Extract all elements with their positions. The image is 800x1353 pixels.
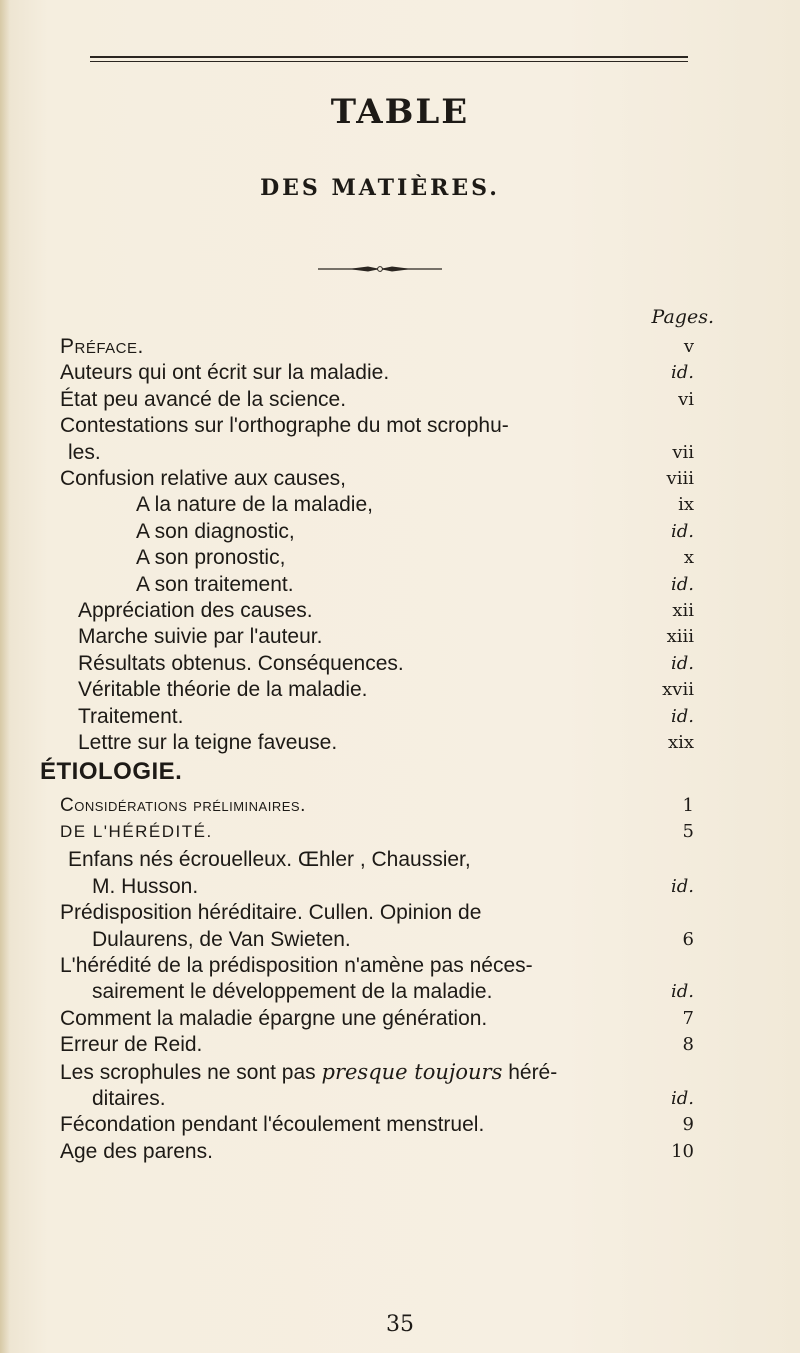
toc-entry-title: A la nature de la maladie, (136, 493, 373, 517)
toc-entry-title: État peu avancé de la science. (60, 387, 347, 411)
toc-entry-page: 9 (682, 1114, 694, 1136)
toc-entry-page: id. (670, 573, 694, 595)
toc-entry-title: Enfans nés écrouelleux. Œhler , Chaussier, (68, 848, 471, 872)
top-double-rule (90, 56, 688, 58)
toc-entry-title: Lettre sur la teigne faveuse. (78, 731, 338, 755)
toc-entry-title: Résultats obtenus. Conséquences. (78, 651, 404, 675)
toc-entry-title-end: héré- (502, 1060, 558, 1084)
toc-entry-title: Véritable théorie de la maladie. (78, 678, 368, 702)
toc-entry-title: les. (68, 440, 101, 464)
toc-entry-title: Dulaurens, de Van Swieten. (92, 927, 351, 951)
toc-entry-page: vi (678, 388, 694, 410)
toc-entry (136, 545, 694, 571)
toc-entry-title: ditaires. (92, 1086, 166, 1110)
ornament-rule (318, 266, 442, 272)
toc-entry (60, 1032, 694, 1058)
toc-entry (60, 387, 694, 413)
toc-entry-title: M. Husson. (92, 874, 199, 898)
section-heading-title: ÉTIOLOGIE. (40, 757, 183, 785)
toc-entry (60, 1139, 694, 1165)
toc-entry-title: Prédisposition héréditaire. Cullen. Opinion de (60, 901, 482, 925)
page-title: TABLE (330, 92, 470, 132)
toc-entry-page: xvii (662, 679, 694, 701)
toc-entry (78, 624, 694, 650)
toc-entry-title: Appréciation des causes. (78, 599, 313, 623)
toc-entry-page: xiii (666, 626, 694, 648)
toc-entry-page: id. (670, 1087, 694, 1109)
toc-entry (60, 819, 694, 845)
toc-entry (60, 900, 694, 926)
toc-entry (60, 466, 694, 492)
toc-entry-title: DE L'HÉRÉDITÉ. (60, 821, 213, 841)
toc-entry-title: A son diagnostic, (136, 519, 295, 543)
toc-entry-title: Confusion relative aux causes, (60, 467, 346, 491)
toc-entry-title: Marche suivie par l'auteur. (78, 625, 323, 649)
toc-entry-title: Age des parens. (60, 1139, 213, 1163)
toc-entry-title-start: Les scrophules ne sont pas (60, 1060, 316, 1084)
toc-entry-page: ix (678, 494, 694, 516)
toc-entry-title (60, 1059, 694, 1086)
page-subtitle: DES MATIÈRES. (260, 175, 500, 201)
toc-entry (60, 1112, 694, 1138)
toc-entry-page: 1 (682, 794, 694, 816)
toc-entry-title: Considérations préliminaires. (60, 794, 306, 816)
toc-entry-title: L'hérédité de la prédisposition n'amène pas néces- (60, 953, 533, 977)
toc-entry-page: x (683, 547, 694, 569)
toc-entry (68, 847, 694, 873)
toc-entry-page: id. (670, 520, 694, 542)
toc-entry-page: id. (670, 981, 694, 1003)
toc-entry (92, 979, 694, 1005)
toc-entry-page: id. (670, 875, 694, 897)
toc-entry-page: 10 (671, 1140, 694, 1162)
toc-entry-page: id. (670, 652, 694, 674)
page-folio: 35 (386, 1312, 414, 1337)
toc-entry-page: id. (670, 362, 694, 384)
toc-entry-page: v (683, 336, 694, 357)
toc-entry-page: id. (670, 705, 694, 727)
toc-entry-title: A son pronostic, (136, 546, 286, 570)
toc-entry (136, 519, 694, 545)
toc-entry (78, 677, 694, 703)
toc-entry-page: 5 (682, 820, 694, 842)
toc-entry-title: Préface. (60, 335, 144, 358)
toc-entry-page: 7 (682, 1007, 694, 1029)
toc-entry-title: Contestations sur l'orthographe du mot scrophu- (60, 414, 509, 438)
toc-entry (78, 704, 694, 730)
toc-entry-title-italic: presque toujours (321, 1059, 503, 1084)
toc-entry (92, 927, 694, 953)
toc-entry (60, 1059, 694, 1086)
toc-entry (60, 1006, 694, 1032)
toc-entry-page: xii (672, 600, 694, 622)
toc-entry (78, 598, 694, 624)
toc-entry (136, 572, 694, 598)
toc-entry (68, 440, 694, 466)
toc-entry (60, 953, 694, 979)
toc-entry (60, 360, 694, 386)
section-heading (40, 757, 694, 787)
toc-entry (78, 730, 694, 756)
toc-entry (60, 793, 694, 819)
page-edge-shadow (0, 0, 10, 1353)
toc-entry (136, 492, 694, 518)
toc-entry (92, 1086, 694, 1112)
toc-entry (78, 651, 694, 677)
toc-entry-page: vii (672, 441, 694, 463)
toc-entry-page: 8 (682, 1034, 694, 1056)
toc-entry-title: Erreur de Reid. (60, 1033, 203, 1057)
toc-entry-title: A son traitement. (136, 572, 294, 596)
toc-entry-title: Comment la maladie épargne une génération. (60, 1006, 488, 1030)
table-of-contents (40, 334, 694, 1165)
toc-entry-title: Auteurs qui ont écrit sur la maladie. (60, 361, 390, 385)
toc-entry-title: Traitement. (78, 704, 184, 728)
toc-entry-page: xix (667, 732, 694, 754)
toc-entry-page: 6 (682, 928, 694, 950)
toc-entry-title: Fécondation pendant l'écoulement menstruel. (60, 1113, 485, 1137)
toc-entry (92, 874, 694, 900)
toc-entry (60, 334, 694, 360)
pages-column-header: Pages. (651, 306, 714, 328)
toc-entry-page: viii (666, 468, 694, 490)
top-rule-thin (90, 61, 688, 62)
toc-entry-title: sairement le développement de la maladie. (92, 980, 493, 1004)
toc-entry (60, 413, 694, 439)
